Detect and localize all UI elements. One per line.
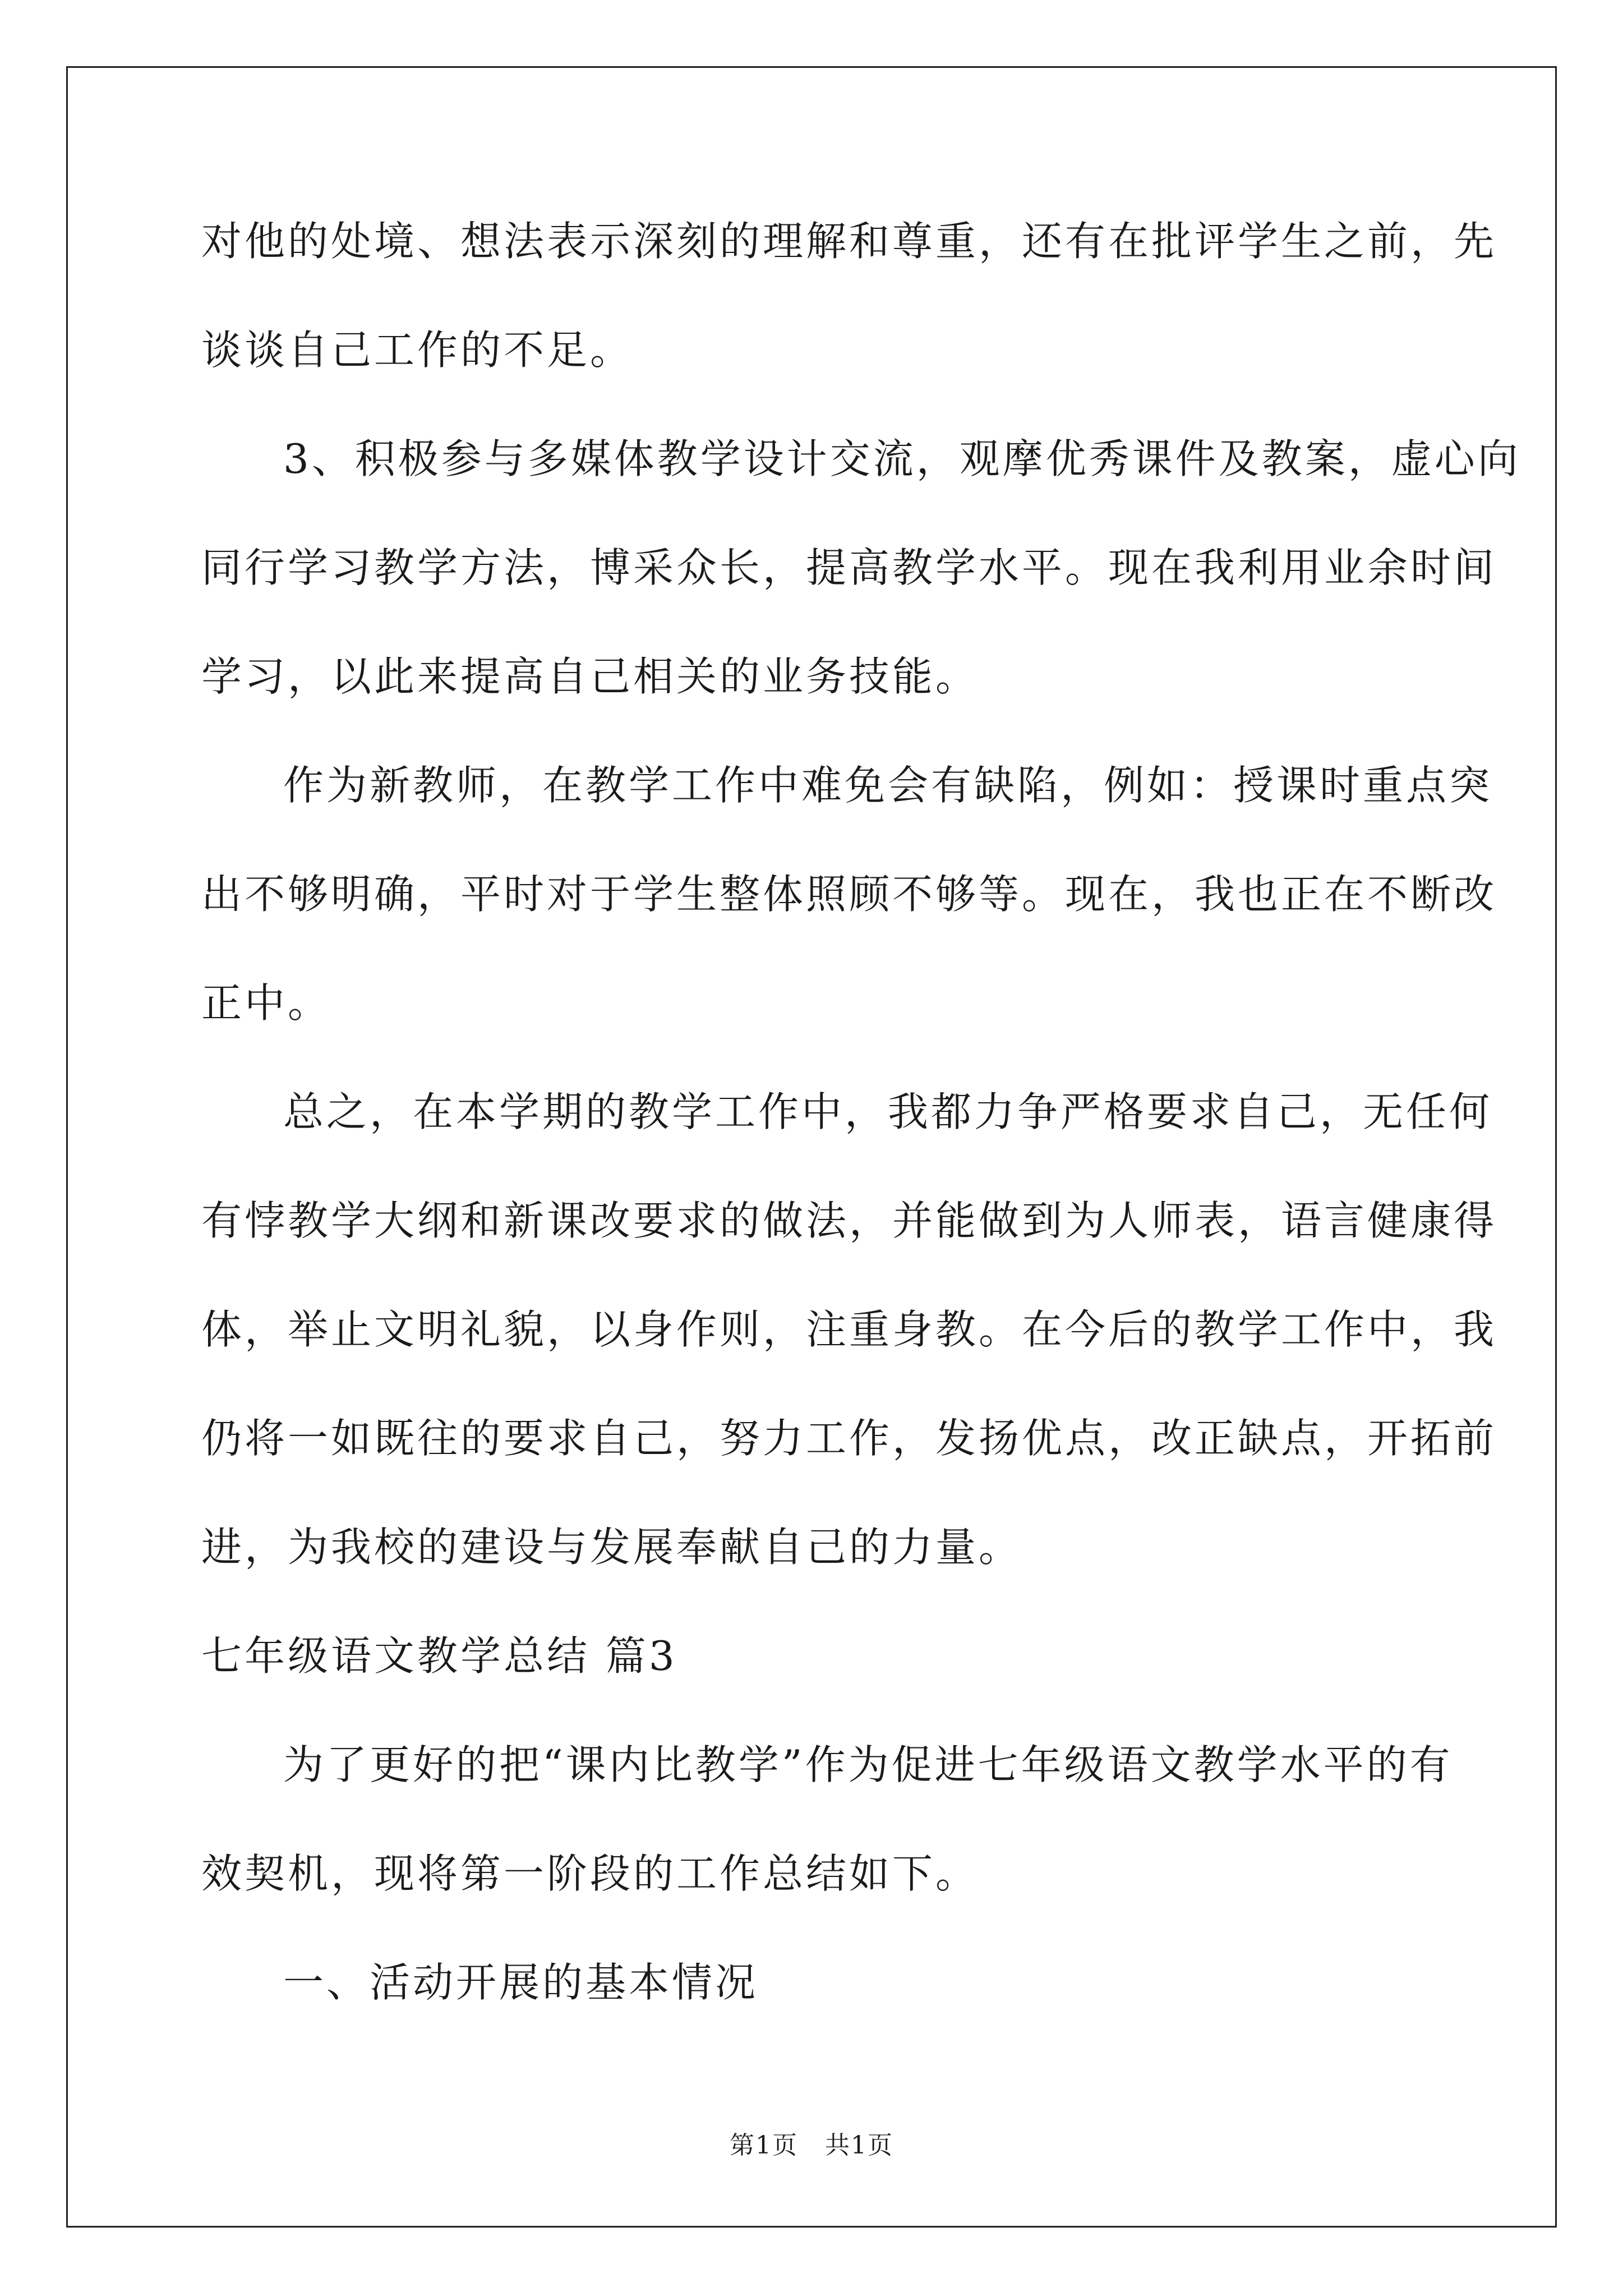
paragraph-line: 进，为我校的建设与发展奉献自己的力量。 (201, 1524, 1022, 1571)
paragraph-line: 出不够明确，平时对于学生整体照顾不够等。现在，我也正在不断改 (201, 871, 1497, 918)
paragraph-line: 3、积极参与多媒体教学设计交流，观摩优秀课件及教案，虚心向 (283, 435, 1521, 482)
page-border (66, 66, 1557, 2228)
paragraph-line: 为了更好的把“课内比教学”作为促进七年级语文教学水平的有 (283, 1741, 1453, 1788)
paragraph-line: 效契机，现将第一阶段的工作总结如下。 (201, 1850, 979, 1897)
paragraph-line: 同行学习教学方法，博采众长，提高教学水平。现在我利用业余时间 (201, 544, 1497, 591)
paragraph-line: 体，举止文明礼貌，以身作则，注重身教。在今后的教学工作中，我 (201, 1306, 1497, 1353)
paragraph-line: 学习，以此来提高自己相关的业务技能。 (201, 653, 979, 700)
section-heading: 七年级语文教学总结 篇3 (201, 1632, 677, 1680)
paragraph-line: 总之，在本学期的教学工作中，我都力争严格要求自己，无任何 (283, 1088, 1493, 1135)
paragraph-line: 对他的处境、想法表示深刻的理解和尊重，还有在批评学生之前，先 (201, 218, 1497, 265)
page-number-footer: 第1页 共1页 (730, 2131, 893, 2160)
paragraph-line: 作为新教师，在教学工作中难免会有缺陷，例如：授课时重点突 (283, 762, 1493, 809)
paragraph-line: 正中。 (201, 979, 331, 1027)
subsection-heading: 一、活动开展的基本情况 (283, 1959, 759, 2006)
paragraph-line: 谈谈自己工作的不足。 (201, 326, 634, 374)
paragraph-line: 仍将一如既往的要求自己，努力工作，发扬优点，改正缺点，开拓前 (201, 1415, 1497, 1462)
paragraph-line: 有悖教学大纲和新课改要求的做法，并能做到为人师表，语言健康得 (201, 1197, 1497, 1244)
